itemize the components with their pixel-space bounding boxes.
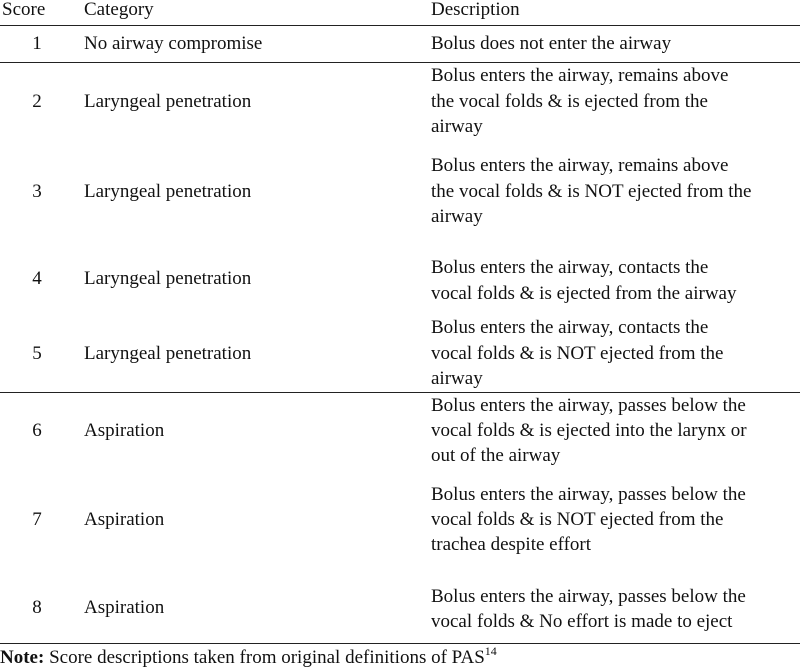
description-line: trachea despite effort [431,534,592,555]
description-line: Bolus enters the airway, passes below the [431,484,746,505]
score-cell: 6 [32,420,42,441]
table-note [0,645,497,672]
header-category: Category [84,0,154,20]
description-line: airway [431,116,483,137]
score-cell: 5 [32,343,42,364]
score-cell: 3 [32,181,42,202]
score-cell: 1 [32,33,42,54]
description-line: Bolus enters the airway, remains above [431,155,729,176]
score-cell: 7 [32,509,42,530]
header-rule [0,25,800,26]
category-cell: Laryngeal penetration [84,343,252,364]
description-line: airway [431,206,483,227]
description-line: Bolus enters the airway, passes below the [431,586,746,607]
description-line: out of the airway [431,445,561,466]
description-line: Bolus enters the airway, remains above [431,65,729,86]
category-cell: Laryngeal penetration [84,181,252,202]
description-line: Bolus enters the airway, contacts the [431,317,709,338]
description-line: the vocal folds & is NOT ejected from the [431,181,752,202]
description-line: Bolus enters the airway, contacts the [431,257,709,278]
description-line: Bolus enters the airway, passes below the [431,395,746,416]
score-cell: 2 [32,91,42,112]
description-line: vocal folds & is ejected from the airway [431,283,737,304]
category-cell: Laryngeal penetration [84,91,252,112]
bottom-rule [0,643,800,644]
category-cell: Aspiration [84,509,165,530]
category-cell: Aspiration [84,597,165,618]
note-label: Note: [0,647,45,668]
category-cell: Laryngeal penetration [84,268,252,289]
note-citation: 14 [484,644,497,658]
description-line: Bolus does not enter the airway [431,33,672,54]
score-cell: 8 [32,597,42,618]
description-line: airway [431,368,483,389]
header-score: Score [2,0,46,20]
description-line: vocal folds & is ejected into the larynx or [431,420,747,441]
category-cell: Aspiration [84,420,165,441]
score-cell: 4 [32,268,42,289]
description-line: the vocal folds & is ejected from the [431,91,708,112]
description-line: vocal folds & is NOT ejected from the [431,343,724,364]
note-text: Score descriptions taken from original definitions of PAS [49,647,485,668]
category-cell: No airway compromise [84,33,263,54]
description-line: vocal folds & No effort is made to eject [431,611,733,632]
description-line: vocal folds & is NOT ejected from the [431,509,724,530]
header-description: Description [431,0,520,20]
